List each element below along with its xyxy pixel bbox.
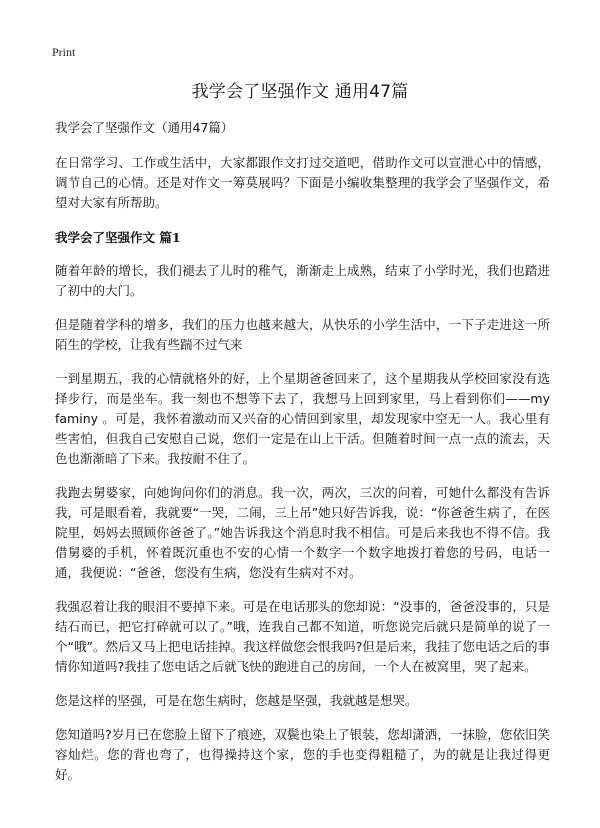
page-title: 我学会了坚强作文 通用47篇	[191, 82, 409, 102]
article-subtitle: 我学会了坚强作文（通用47篇）	[55, 120, 234, 135]
intro-paragraph: 在日常学习、工作或生活中，大家都跟作文打过交道吧，借助作文可以宣泄心中的情感，调节自己的心情。还是对作文一筹莫展吗？下面是小编收集整理的我学会了坚强作文，希望对大家有所帮助。	[55, 155, 550, 210]
paragraph-7: 您知道吗?岁月已在您脸上留下了痕迹，双鬓也染上了银装，您却潇洒，一抹脸，您依旧笑容灿烂。您的背也弯了，也得操持这个家，您的手也变得粗糙了，为的就是让我过得更好。	[55, 727, 550, 782]
paragraph-6: 您是这样的坚强，可是在您生病时，您越是坚强，我就越是想哭。	[55, 693, 418, 708]
paragraph-1: 随着年龄的增长，我们褪去了儿时的稚气，渐渐走上成熟，结束了小学时光，我们也踏进了初中的大门。	[55, 263, 550, 298]
print-link[interactable]: Print	[52, 45, 76, 59]
paragraph-3: 一到星期五，我的心情就格外的好，上个星期爸爸回来了，这个星期我从学校回家没有选择步行，而是坐车。我一刻也不想等下去了，我想马上回到家里，马上看到你们——my faminy 。可是，我怀着激动而又兴奋的心情回到家里，却发现家中空无一人。我心里有些害怕，但我自己安慰自己说，您们一定是在山上干活。但随着时间一点一点的流去，天色也渐渐暗了下来。我按耐不住了。	[55, 371, 550, 466]
paragraph-5: 我强忍着让我的眼泪不要掉下来。可是在电话那头的您却说：“没事的，爸爸没事的，只是结石而已，把它打碎就可以了。”哦，连我自己都不知道，听您说完后就只是简单的说了一个“哦”。然后又马上把电话挂掉。我这样做您会恨我吗?但是后来，我挂了您电话之后的事情你知道吗?我挂了您电话之后就飞快的跑进自己的房间，一个人在被窝里，哭了起来。	[55, 599, 550, 674]
paragraph-4: 我跑去舅婆家，向她询问你们的消息。我一次，两次，三次的问着，可她什么都没有告诉我，可是眼看着，我就要“一哭，二闹，三上吊”她只好告诉我，说：“你爸爸生病了，在医院里，妈妈去照顾你爸爸了。”她告诉我这个消息时我不相信。可是后来我也不得不信。我借舅婆的手机，怀着既沉重也不安的心情一个数字一个数字地拨打着您的号码，电话一通，我便说：“爸爸，您没有生病，您没有生病对不对。	[55, 485, 550, 580]
article-body	[55, 118, 550, 799]
paragraph-2: 但是随着学科的增多，我们的压力也越来越大，从快乐的小学生活中，一下子走进这一所陌生的学校，让我有些踹不过气来	[55, 317, 550, 352]
section-heading: 我学会了坚强作文 篇1	[55, 230, 181, 245]
